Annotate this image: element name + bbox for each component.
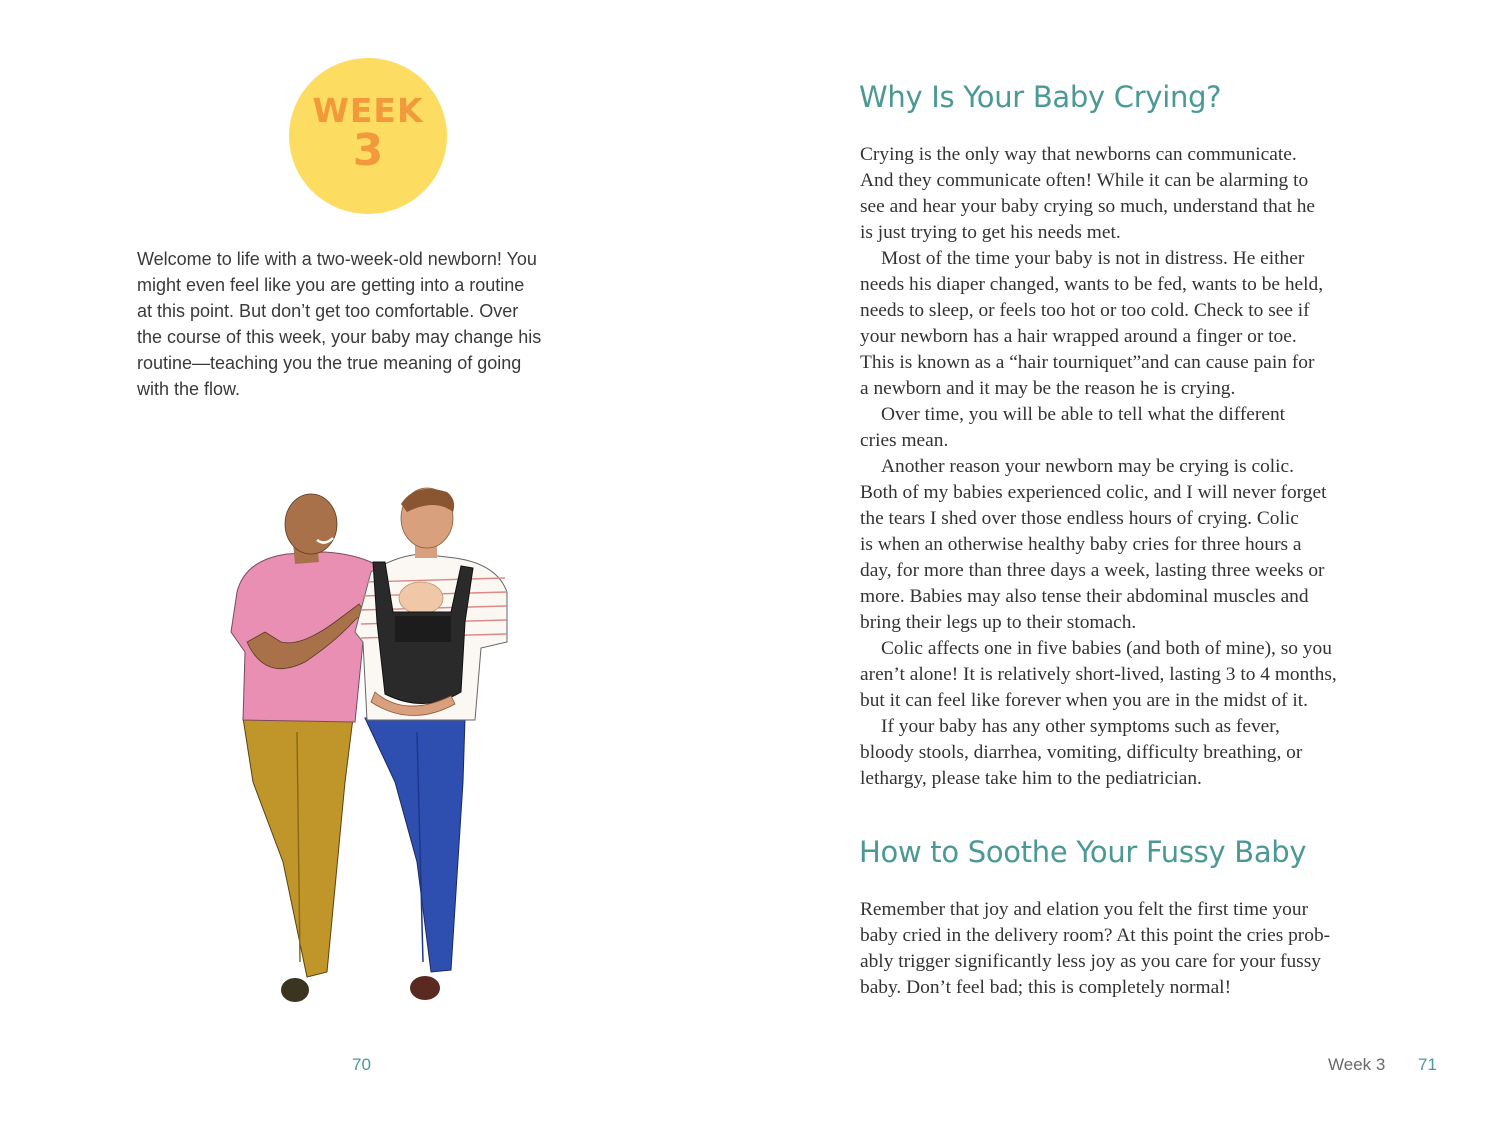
intro-line: might even feel like you are getting into a routine [137,275,525,295]
text-line: Both of my babies experienced colic, and I will never forget [860,482,1327,503]
text-line: baby. Don’t feel bad; this is completely normal! [860,977,1232,998]
text-line: is when an otherwise healthy baby cries for three hours a [860,534,1302,555]
text-line: If your baby has any other symptoms such as fever, [881,716,1280,737]
paragraph [860,714,1420,792]
text-line: ably trigger significantly less joy as you care for your fussy [860,951,1321,972]
text-line: Most of the time your baby is not in distress. He either [881,248,1305,269]
running-footer: Week 3 [1328,1055,1386,1074]
text-line: This is known as a “hair tourniquet”and can cause pain for [860,352,1315,373]
text-line: Colic affects one in five babies (and both of mine), so you [881,638,1332,659]
text-line: aren’t alone! It is relatively short-lived, lasting 3 to 4 months, [860,664,1337,685]
week-badge [289,58,447,214]
week-badge-label: WEEK [312,91,424,130]
text-line: a newborn and it may be the reason he is crying. [860,378,1236,399]
text-line: Another reason your newborn may be crying is colic. [881,456,1295,477]
couple-with-baby-illustration [225,482,525,1022]
intro-line: the course of this week, your baby may change his [137,327,542,347]
text-line: day, for more than three days a week, lasting three weeks or [860,560,1325,581]
paragraph [860,454,1420,636]
text-line: baby cried in the delivery room? At this point the cries prob- [860,925,1331,946]
text-line: needs to sleep, or feels too hot or too cold. Check to see if [860,300,1310,321]
intro-line: routine—teaching you the true meaning of going [137,353,522,373]
week-badge-number: 3 [352,125,384,176]
text-line: And they communicate often! While it can be alarming to [860,170,1309,191]
text-line: cries mean. [860,430,949,451]
intro-line: with the flow. [137,379,241,399]
man-pink-shirt-figure [231,494,375,1002]
intro-paragraph [137,246,577,402]
paragraph [860,636,1420,714]
section-body-soothe-baby [860,897,1420,1001]
paragraph [860,246,1420,402]
paragraph [860,402,1420,454]
text-line: lethargy, please take him to the pediatrician. [860,768,1202,789]
paragraph [860,142,1420,246]
text-line: your newborn has a hair wrapped around a finger or toe. [860,326,1297,347]
text-line: more. Babies may also tense their abdominal muscles and [860,586,1309,607]
text-line: Over time, you will be able to tell what the different [881,404,1286,425]
page-number-right: 71 [1418,1055,1437,1074]
section-body-why-crying [860,142,1420,792]
paragraph [860,897,1420,1001]
section-heading-soothe-baby: How to Soothe Your Fussy Baby [859,835,1307,869]
text-line: the tears I shed over those endless hours of crying. Colic [860,508,1299,529]
text-line: Remember that joy and elation you felt the first time your [860,899,1309,920]
text-line: bring their legs up to their stomach. [860,612,1137,633]
intro-line: Welcome to life with a two-week-old newborn! You [137,249,537,269]
text-line: Crying is the only way that newborns can communicate. [860,144,1297,165]
man-striped-shirt-figure [355,488,507,1000]
section-heading-why-crying: Why Is Your Baby Crying? [859,80,1222,114]
text-line: but it can feel like forever when you are in the midst of it. [860,690,1308,711]
intro-line: at this point. But don’t get too comfortable. Over [137,301,519,321]
text-line: see and hear your baby crying so much, understand that he [860,196,1315,217]
text-line: bloody stools, diarrhea, vomiting, difficulty breathing, or [860,742,1303,763]
page-number-left: 70 [352,1055,371,1074]
text-line: is just trying to get his needs met. [860,222,1121,243]
text-line: needs his diaper changed, wants to be fed, wants to be held, [860,274,1324,295]
